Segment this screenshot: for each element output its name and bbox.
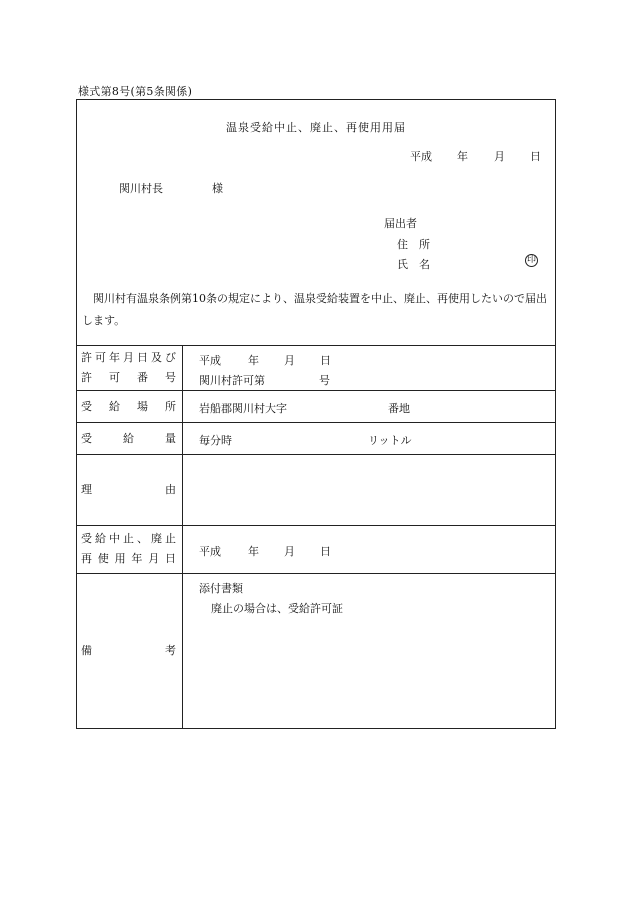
amount-label: [81, 429, 176, 449]
row-divider: [77, 454, 555, 455]
addressee-name: 関川村長: [119, 182, 163, 195]
resume-date-year: 年: [248, 545, 259, 558]
reason-label-text: 理由: [81, 483, 176, 496]
place-label: [81, 397, 176, 417]
permit-label-line2: 許可番号: [81, 371, 176, 384]
reason-label: [81, 480, 176, 500]
date-month: 月: [494, 150, 505, 163]
place-label-text: 受給場所: [81, 400, 176, 413]
remarks-attachment-note: 廃止の場合は、受給許可証: [211, 602, 343, 615]
place-suffix: 番地: [388, 402, 410, 415]
permit-date-day: 日: [320, 354, 331, 367]
permit-label: [81, 348, 176, 388]
addressee-honorific: 様: [212, 182, 223, 195]
table-column-divider: [182, 345, 183, 728]
resume-label-line1: 受給中止、廃止: [81, 532, 176, 545]
remarks-attachments-heading: 添付書類: [199, 582, 243, 595]
remarks-label: [81, 641, 176, 661]
form-number-label: 様式第8号(第5条関係): [78, 85, 193, 98]
row-divider: [77, 573, 555, 574]
permit-date-year: 年: [248, 354, 259, 367]
declaration-text: 関川村有温泉条例第10条の規定により、温泉受給装置を中止、廃止、再使用したいので届出します。: [82, 292, 547, 327]
permit-date-month: 月: [284, 354, 295, 367]
declarant-label: 届出者: [384, 217, 417, 230]
resume-date-month: 月: [284, 545, 295, 558]
permit-number-prefix: 関川村許可第: [199, 374, 265, 387]
place-prefix: 岩船郡関川村大字: [199, 402, 287, 415]
row-divider: [77, 525, 555, 526]
row-divider: [77, 422, 555, 423]
resume-date-era: 平成: [199, 545, 221, 558]
row-divider: [77, 390, 555, 391]
resume-label-line2: 再使用年月日: [81, 552, 176, 565]
declarant-name-label: 氏 名: [397, 258, 430, 271]
date-era: 平成: [410, 150, 432, 163]
permit-label-line1: 許可年月日及び: [81, 351, 176, 364]
amount-label-text: 受給量: [81, 432, 176, 445]
seal-mark: 印: [526, 255, 536, 265]
declarant-address-label: 住 所: [397, 238, 430, 251]
table-top-line: [77, 345, 555, 346]
remarks-label-text: 備考: [81, 644, 176, 657]
amount-suffix: リットル: [368, 434, 412, 447]
permit-date-era: 平成: [199, 354, 221, 367]
date-year: 年: [457, 150, 468, 163]
permit-number-suffix: 号: [319, 374, 330, 387]
amount-prefix: 毎分時: [199, 434, 232, 447]
resume-date-day: 日: [320, 545, 331, 558]
notification-form: [76, 99, 556, 729]
resume-label: [81, 529, 176, 569]
date-day: 日: [530, 150, 541, 163]
form-title: 温泉受給中止、廃止、再使用用届: [226, 121, 406, 134]
